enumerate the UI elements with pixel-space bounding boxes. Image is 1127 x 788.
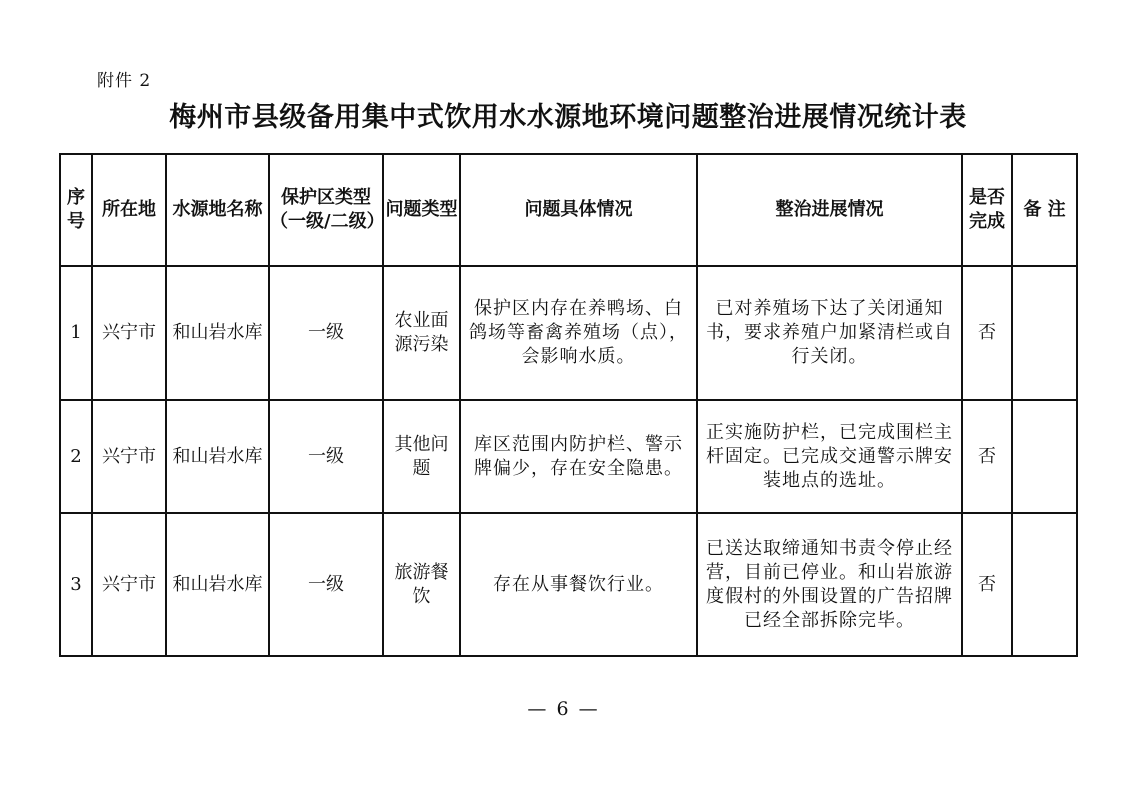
- cell-protection-level: 一级: [269, 266, 383, 400]
- header-progress: 整治进展情况: [697, 154, 962, 266]
- table-header-row: [60, 154, 1077, 266]
- cell-remarks: [1012, 400, 1077, 513]
- cell-seq: 3: [60, 513, 92, 656]
- statistics-table: [59, 153, 1078, 657]
- page-number: — 6 —: [527, 698, 600, 720]
- cell-completed: 否: [962, 266, 1012, 400]
- header-issue-detail: 问题具体情况: [460, 154, 697, 266]
- cell-location: 兴宁市: [92, 266, 166, 400]
- table-row: [60, 266, 1077, 400]
- cell-issue-detail: 保护区内存在养鸭场、白鸽场等畜禽养殖场（点），会影响水质。: [460, 266, 697, 400]
- cell-issue-type: 旅游餐饮: [383, 513, 460, 656]
- cell-source-name: 和山岩水库: [166, 400, 269, 513]
- cell-remarks: [1012, 266, 1077, 400]
- header-protection-level: 保护区类型（一级/二级）: [269, 154, 383, 266]
- cell-source-name: 和山岩水库: [166, 266, 269, 400]
- cell-issue-type: 农业面源污染: [383, 266, 460, 400]
- header-source-name: 水源地名称: [166, 154, 269, 266]
- cell-completed: 否: [962, 513, 1012, 656]
- cell-progress: 已送达取缔通知书责令停止经营，目前已停业。和山岩旅游度假村的外围设置的广告招牌已经全部拆除完毕。: [697, 513, 962, 656]
- header-location: 所在地: [92, 154, 166, 266]
- cell-location: 兴宁市: [92, 513, 166, 656]
- cell-protection-level: 一级: [269, 400, 383, 513]
- header-remarks: 备 注: [1012, 154, 1077, 266]
- attachment-label: 附件 2: [97, 71, 152, 91]
- cell-progress: 正实施防护栏，已完成围栏主杆固定。已完成交通警示牌安装地点的选址。: [697, 400, 962, 513]
- cell-completed: 否: [962, 400, 1012, 513]
- page-title: 梅州市县级备用集中式饮用水水源地环境问题整治进展情况统计表: [169, 102, 967, 133]
- table-row: [60, 400, 1077, 513]
- cell-issue-type: 其他问题: [383, 400, 460, 513]
- cell-protection-level: 一级: [269, 513, 383, 656]
- cell-source-name: 和山岩水库: [166, 513, 269, 656]
- cell-issue-detail: 存在从事餐饮行业。: [460, 513, 697, 656]
- cell-progress: 已对养殖场下达了关闭通知书，要求养殖户加紧清栏或自行关闭。: [697, 266, 962, 400]
- header-issue-type: 问题类型: [383, 154, 460, 266]
- header-completed: 是否完成: [962, 154, 1012, 266]
- cell-remarks: [1012, 513, 1077, 656]
- cell-location: 兴宁市: [92, 400, 166, 513]
- table-row: [60, 513, 1077, 656]
- cell-issue-detail: 库区范围内防护栏、警示牌偏少，存在安全隐患。: [460, 400, 697, 513]
- header-seq: 序号: [60, 154, 92, 266]
- cell-seq: 2: [60, 400, 92, 513]
- cell-seq: 1: [60, 266, 92, 400]
